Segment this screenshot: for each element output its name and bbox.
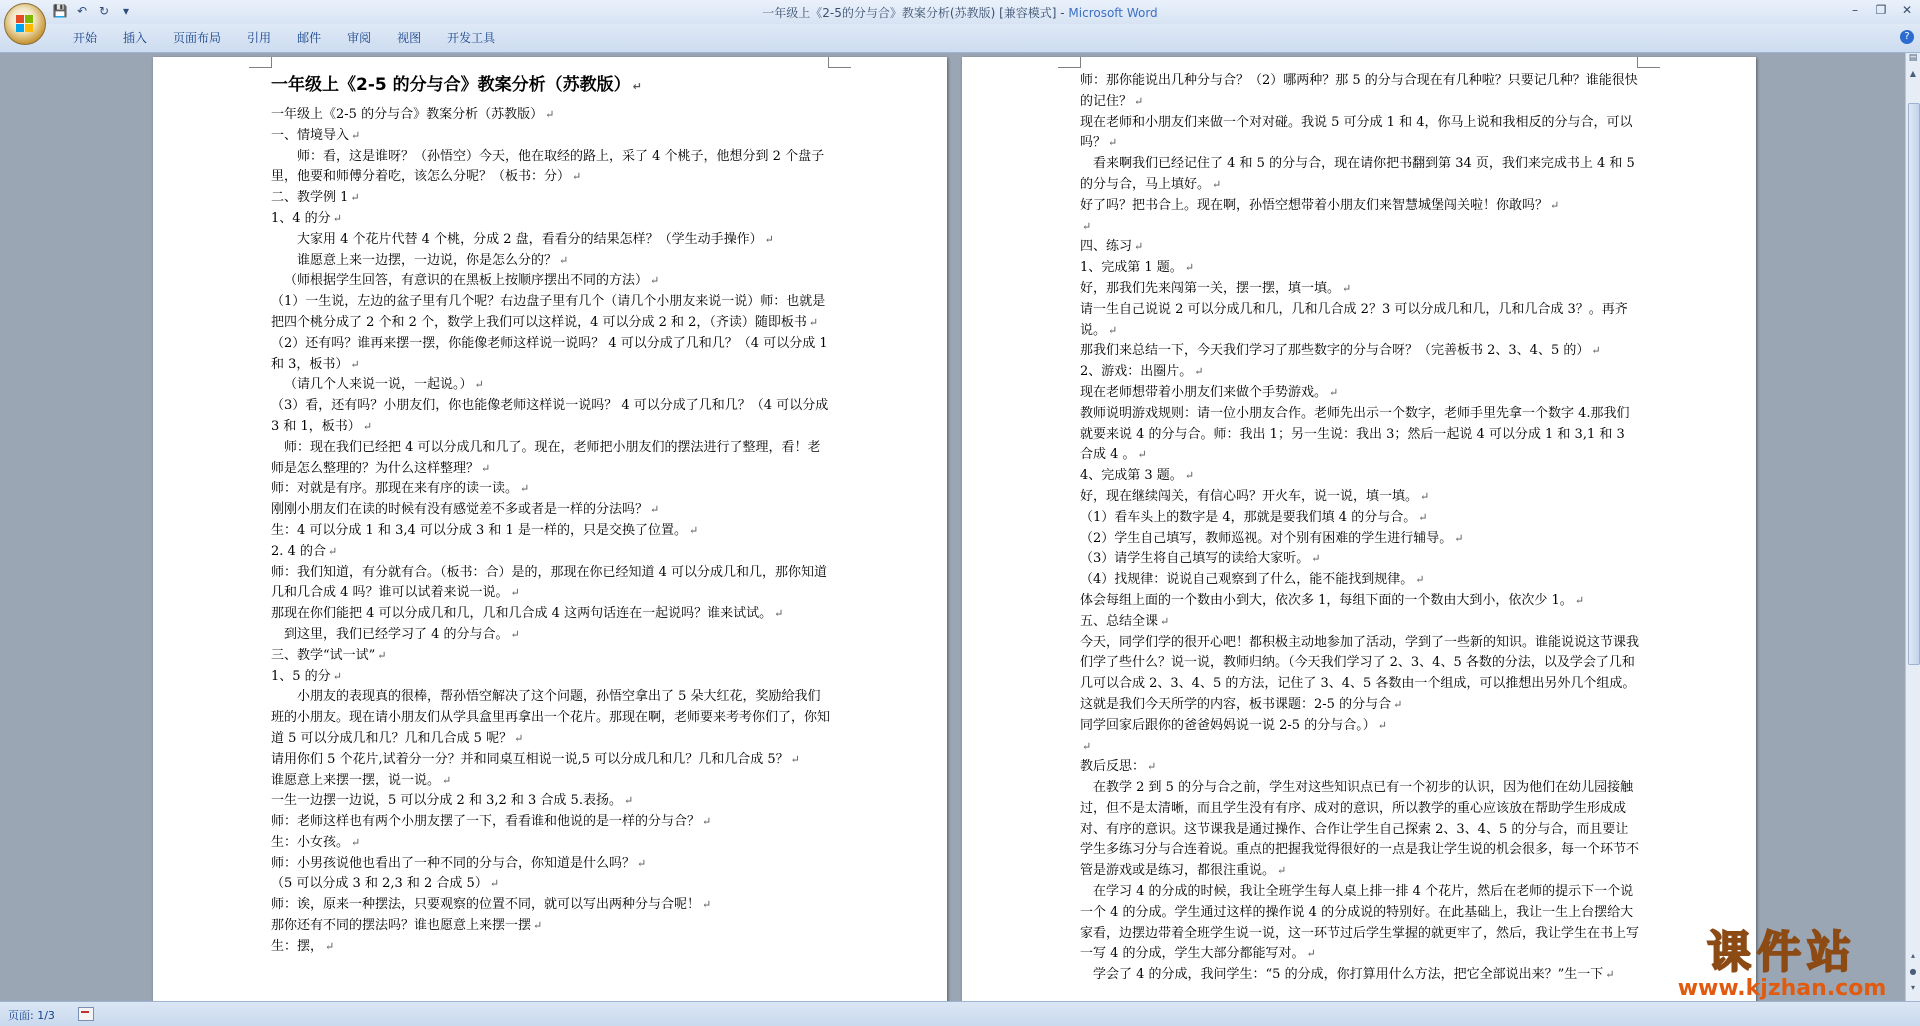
paragraph [271,105,831,126]
paragraph-mark-icon: ↵ [1277,864,1287,878]
paragraph [1080,716,1640,737]
paragraph-text: （2）学生自己填写，教师巡视。对个别有困难的学生进行辅导。 [1080,530,1453,546]
paragraph-mark-icon: ↵ [1377,718,1387,732]
paragraph [271,521,831,542]
paragraph-mark-icon: ↵ [1306,947,1316,961]
paragraph-text: 学会了 4 的分成，我问学生：“5 的分成，你打算用什么方法，把它全部说出来？”生一下 [1093,967,1604,983]
paragraph [1080,404,1640,466]
paragraph-text: 教师说明游戏规则：请一位小朋友合作。老师先出示一个数字，老师手里先拿一个数字 4.那我们就要来说 4 的分与合。师：我出 1；另一生说：我出 3；然后一起说 4 可以分成 1 和 3,1 和 3 合成 4 。 [1080,405,1630,463]
paragraph [1080,965,1640,986]
tab-page-layout[interactable]: 页面布局 [173,31,222,45]
status-bar [0,1001,1920,1026]
paragraph-mark-icon: ↵ [1184,261,1195,275]
paragraph-mark-icon: ↵ [688,523,699,537]
paragraph [271,604,831,625]
paragraph-text: 现在老师和小朋友们来做一个对对碰。我说 5 可分成 1 和 4，你马上说和我相反的分与合，可以吗？ [1080,114,1633,151]
paragraph-mark-icon: ↵ [1134,94,1144,108]
paragraph-text: 到这里，我们已经学习了 4 的分与合。 [284,626,509,642]
crop-mark [1637,57,1660,68]
tab-insert[interactable]: 插入 [123,31,148,45]
tab-home[interactable]: 开始 [73,31,98,45]
window-controls [1842,0,1920,20]
paragraph-text: 1、完成第 1 题。 [1080,260,1183,276]
paragraph-mark-icon: ↵ [514,731,524,745]
paragraph-mark-icon: ↵ [1454,531,1464,545]
paragraph-mark-icon: ↵ [1137,448,1147,462]
document-area [0,53,1906,1001]
paragraph-text: （1）一生说，左边的盆子里有几个呢？右边盘子里有几个（请几个小朋友来说一说）师：也就是把四个桃分成了 2 个和 2 个，数学上我们可以这样说，4 可以分成 2 和 2，（齐读）随即板书 [271,294,826,330]
paragraph [1080,549,1640,570]
paragraph-text: 1、5 的分 [271,668,331,684]
paragraph-mark-icon: ↵ [332,669,342,683]
paragraph-text: （1）看车头上的数字是 4，那就是要我们填 4 的分与合。 [1080,509,1417,525]
paragraph [1080,237,1640,258]
proofing-icon[interactable] [78,1007,94,1021]
page-count[interactable]: 页面: 1/3 [8,1009,55,1022]
paragraph-mark-icon: ↵ [650,274,660,288]
paragraph-mark-icon: ↵ [1393,697,1403,711]
paragraph-mark-icon: ↵ [325,939,335,953]
paragraph [271,542,831,563]
office-button[interactable] [4,3,46,45]
paragraph [271,750,831,771]
paragraph-text: 那你还有不同的摆法吗？谁也愿意上来摆一摆 [271,918,532,934]
paragraph [1080,341,1640,362]
paragraph [271,438,831,480]
tab-developer[interactable]: 开发工具 [447,31,496,45]
paragraph-mark-icon: ↵ [1082,739,1092,753]
paragraph-text: 师：我们知道，有分就有合。（板书：合）是的，那现在你已经知道 4 可以分成几和几，那你知道几和几合成 4 吗？谁可以试着来说一说。 [271,564,828,601]
paragraph-mark-icon: ↵ [510,586,520,600]
paragraph-mark-icon: ↵ [377,648,387,662]
paragraph-mark-icon: ↵ [1160,614,1170,628]
paragraph-text: 请用你们 5 个花片,试着分一分？并和同桌互相说一说,5 可以分成几和几？几和几合成 5？ [271,751,789,767]
paragraph-mark-icon: ↵ [702,898,712,912]
paragraph [271,126,831,147]
paragraph-text: 师：那你能说出几种分与合？（2）哪两种？那 5 的分与合现在有几种啦？只要记几种？谁能很快的记住？ [1080,73,1638,109]
paragraph-mark-icon: ↵ [702,815,712,829]
paragraph-mark-icon: ↵ [520,482,530,496]
paragraph-text: （请几个人来说一说，一起说。） [284,377,473,393]
paragraph-text: 师：小男孩说他也看出了一种不同的分与合，你知道是什么吗？ [271,855,636,871]
crop-mark [249,57,272,68]
paragraph [1080,487,1640,508]
document-title: 一年级上《2-5的分与合》教案分析(苏教版) [兼容模式] - [762,6,1069,20]
paragraph-text: 同学回家后跟你的爸爸妈妈说一说 2-5 的分与合。） [1080,717,1376,733]
paragraph-mark-icon: ↵ [808,315,819,329]
paragraph [1080,300,1640,342]
paragraph [1080,529,1640,550]
save-icon[interactable]: 💾 [52,4,68,18]
paragraph-mark-icon: ↵ [1184,469,1195,483]
paragraph [1080,217,1640,238]
paragraph [1080,154,1640,196]
paragraph-text: 小朋友的表现真的很棒，帮孙悟空解决了这个问题，孙悟空拿出了 5 朵大红花，奖励给我们班的小朋友。现在请小朋友们从学具盒里再拿出一个花片。那现在啊，老师要来考考你们了，你知道 5 可以分成几和几？几和几合成 5 呢？ [271,689,831,746]
paragraph-text: 在学习 4 的分成的时候，我让全班学生每人桌上排一排 4 个花片，然后在老师的提示下一个说一个 4 的分成。学生通过这样的操作说 4 的分成说的特别好。在此基础上，我让一生上台摆给大家看，边摆边带着全班学生说一说，这一环节过后学生掌握的就更牢了，然后，我让学生在书上写一写 4 的分成，学生大部分都能写对。 [1080,884,1640,962]
paragraph-mark-icon: ↵ [327,544,338,558]
ribbon-tabs [60,30,508,46]
paragraph [271,895,831,916]
paragraph-mark-icon: ↵ [481,461,491,475]
paragraph [1080,196,1640,217]
paragraph-text: （3）看，还有吗？小朋友们，你也能像老师这样说一说吗？ 4 可以分成了几和几？（4 可以分成 3 和 1，板书） [271,398,829,434]
vertical-scrollbar[interactable] [1905,53,1920,1001]
scroll-up-icon[interactable]: ▲ [1909,69,1917,78]
paragraph [271,833,831,854]
paragraph [1080,633,1640,716]
paragraph [1080,279,1640,300]
close-icon[interactable]: ✕ [1901,3,1913,17]
paragraph-mark-icon: ↵ [1194,365,1204,379]
paragraph-text: 师：现在我们已经把 4 可以分成几和几了。现在，老师把小朋友们的摆法进行了整理，看！老师是怎么整理的？为什么这样整理？ [271,439,821,476]
paragraph-mark-icon: ↵ [1550,198,1560,212]
paragraph-text: （3）请学生将自己填写的读给大家听。 [1080,551,1310,567]
paragraph-text: （师根据学生回答，有意识的在黑板上按顺序摆出不同的方法） [284,273,649,289]
paragraph-mark-icon: ↵ [533,919,543,933]
paragraph-text: 师：老师这样也有两个小朋友摆了一下，看看谁和他说的是一样的分与合？ [271,814,701,830]
paragraph [271,147,831,189]
paragraph [1080,778,1640,882]
paragraph-text: 一年级上《2-5 的分与合》教案分析（苏教版） [271,75,631,95]
document-page-2 [962,57,1756,1001]
paragraph-text: 生：小女孩。 [271,834,350,850]
paragraph-text: 大家用 4 个花片代替 4 个桃，分成 2 盘，看看分的结果怎样？（学生动手操作） [297,231,763,247]
paragraph [271,812,831,833]
paragraph-text: 4、完成第 3 题。 [1080,468,1183,484]
paragraph [271,479,831,500]
paragraph-mark-icon: ↵ [1418,510,1428,524]
paragraph [271,916,831,937]
paragraph [271,396,831,438]
paragraph-mark-icon: ↵ [350,357,360,371]
paragraph [271,771,831,792]
paragraph-mark-icon: ↵ [1605,968,1615,982]
paragraph-mark-icon: ↵ [650,503,660,517]
paragraph-mark-icon: ↵ [1591,344,1601,358]
paragraph-text: 2、游戏：出圈片。 [1080,364,1193,380]
paragraph-text: 师：对就是有序。那现在来有序的读一读。 [271,481,519,497]
paragraph-mark-icon: ↵ [1108,323,1118,337]
paragraph-text: 请一生自己说说 2 可以分成几和几，几和几合成 2？3 可以分成几和几，几和几合成 3？。再齐说。 [1080,301,1628,338]
paragraph-mark-icon: ↵ [1147,760,1157,774]
paragraph [1080,362,1640,383]
app-name: Microsoft Word [1068,6,1158,20]
paragraph-mark-icon: ↵ [637,856,647,870]
paragraph [271,687,831,749]
paragraph-text: 师：看，这是谁呀？（孙悟空）今天，他在取经的路上，采了 4 个桃子，他想分到 2 个盘子里，他要和师傅分着吃，该怎么分呢？（板书：分） [271,148,825,185]
page-2-text[interactable] [1080,71,1640,986]
paragraph-text: 好了吗？把书合上。现在啊，孙悟空想带着小朋友们来智慧城堡闯关啦！你敢吗？ [1080,197,1549,213]
paragraph-text: （2）还有吗？谁再来摆一摆，你能像老师这样说一说吗？ 4 可以分成了几和几？（4 可以分成 1 和 3，板书） [271,335,828,372]
paragraph-mark-icon: ↵ [1415,573,1425,587]
paragraph-text: 生：摆， [271,938,324,954]
customize-toolbar-icon[interactable]: ▾ [122,4,130,18]
paragraph-mark-icon: ↵ [1212,177,1222,191]
paragraph-mark-icon: ↵ [362,419,373,433]
minimize-icon[interactable]: – [1852,3,1858,17]
paragraph-text: 二、教学例 1 [271,190,349,206]
paragraph-mark-icon: ↵ [572,170,582,184]
paragraph [271,230,831,251]
undo-icon[interactable]: ↶ [76,4,88,18]
paragraph [1080,737,1640,758]
paragraph [271,292,831,334]
paragraph-text: 好，那我们先来闯第一关，摆一摆，填一填。 [1080,280,1341,296]
paragraph-mark-icon: ↵ [764,232,774,246]
window-title [0,4,1920,21]
paragraph [271,646,831,667]
paragraph-text: 2. 4 的合 [271,543,326,559]
ruler-toggle-icon[interactable]: ▤ [1908,53,1918,63]
paragraph-text: 一生一边摆一边说，5 可以分成 2 和 3,2 和 3 合成 5.表扬。 [271,793,622,809]
paragraph [271,271,831,292]
previous-page-icon[interactable]: ▴ [1910,951,1915,960]
paragraph-mark-icon: ↵ [1342,281,1352,295]
paragraph [271,874,831,895]
tab-mailings[interactable]: 邮件 [297,31,322,45]
paragraph-text: 今天，同学们学的很开心吧！都积极主动地参加了活动，学到了一些新的知识。谁能说说这节课我们学了些什么？说一说，教师归纳。（今天我们学习了 2、3、4、5 各数的分法，以及学会了几和几可以合成 2、3、4、5 的方法，记住了 3、4、5 各数由一个组成，可以推想出另外几个组成。这就是我们今天所学的内容，板书课题：2-5 的分与合 [1080,634,1640,712]
paragraph-text: 在教学 2 到 5 的分与合之前，学生对这些知识点已有一个初步的认识，因为他们在幼儿园接触过，但不是太清晰，而且学生没有有序、成对的意识，所以教学的重心应该放在帮助学生形成成对、有序的意识。这节课我是通过操作、合作让学生自己探索 2、3、4、5 的分与合，而且要让学生多练习分与合连着说。重点的把握我觉得很好的一点是我让学生说的机会很多，每一个环节不管是游戏或是练习，都很注重说。 [1080,780,1640,879]
watermark-title: 课件站 [1707,927,1857,978]
browse-object-icon[interactable]: ● [1909,967,1917,976]
paragraph-mark-icon: ↵ [351,128,361,142]
paragraph-text: 一、情境导入 [271,127,350,143]
next-page-icon[interactable]: ▾ [1910,983,1915,992]
paragraph [1080,570,1640,591]
paragraph-mark-icon: ↵ [351,835,361,849]
paragraph [271,667,831,688]
paragraph-mark-icon: ↵ [1420,489,1430,503]
paragraph-mark-icon: ↵ [1082,219,1092,233]
paragraph-text: 五、总结全课 [1080,613,1159,629]
paragraph [1080,258,1640,279]
paragraph [271,375,831,396]
paragraph [271,791,831,812]
paragraph-mark-icon: ↵ [559,253,569,267]
watermark-url: www.kjzhan.com [1677,976,1887,1001]
paragraph-text: 一年级上《2-5 的分与合》教案分析（苏教版） [271,107,544,122]
document-heading [271,71,831,101]
help-icon[interactable]: ? [1900,30,1914,44]
paragraph-text: 谁愿意上来摆一摆，说一说。 [271,772,441,788]
paragraph-text: 四、练习 [1080,239,1133,255]
title-bar [0,0,1920,25]
scroll-thumb[interactable] [1908,103,1920,665]
paragraph-text: 好，现在继续闯关，有信心吗？开火车，说一说，填一填。 [1080,488,1419,504]
office-logo-icon [16,15,34,33]
paragraph-mark-icon: ↵ [623,794,634,808]
tab-references[interactable]: 引用 [247,31,272,45]
paragraph-mark-icon: ↵ [1311,552,1321,566]
paragraph-mark-icon: ↵ [632,80,642,93]
redo-icon[interactable]: ↻ [98,4,110,18]
paragraph-text: 教后反思： [1080,759,1146,775]
paragraph-text: 三、教学“试一试” [271,647,376,663]
paragraph-text: （4）找规律：说说自己观察到了什么，能不能找到规律。 [1080,572,1414,588]
paragraph [1080,383,1640,404]
paragraph-text: 刚刚小朋友们在读的时候有没有感觉差不多或者是一样的分法吗？ [271,502,649,518]
paragraph-mark-icon: ↵ [1134,240,1144,254]
document-page-1 [153,57,947,1001]
paragraph-mark-icon: ↵ [510,627,520,641]
tab-view[interactable]: 视图 [397,31,422,45]
paragraph [271,854,831,875]
paragraph-mark-icon: ↵ [545,108,555,121]
paragraph-mark-icon: ↵ [442,773,452,787]
paragraph-mark-icon: ↵ [1108,136,1118,150]
paragraph [271,625,831,646]
paragraph-text: 谁愿意上来一边摆，一边说，你是怎么分的？ [297,252,558,268]
paragraph-text: 1、4 的分 [271,210,331,226]
paragraph-mark-icon: ↵ [350,191,360,205]
paragraph-mark-icon: ↵ [790,752,800,766]
paragraph-text: （5 可以分成 3 和 2,3 和 2 合成 5） [271,876,488,892]
paragraph-text: 体会每组上面的一个数由小到大，依次多 1，每组下面的一个数由大到小，依次少 1。 [1080,592,1573,608]
paragraph-text: 现在老师想带着小朋友们来做个手势游戏。 [1080,384,1328,400]
paragraph [271,334,831,376]
paragraph-mark-icon: ↵ [332,211,342,225]
paragraph-mark-icon: ↵ [474,378,484,392]
paragraph [271,209,831,230]
paragraph [271,563,831,605]
paragraph-text: 看来啊我们已经记住了 4 和 5 的分与合，现在请你把书翻到第 34 页，我们来完成书上 4 和 5 的分与合，马上填好。 [1080,156,1635,192]
paragraph-text: 那现在你们能把 4 可以分成几和几，几和几合成 4 这两句话连在一起说吗？谁来试试。 [271,606,773,622]
paragraph [1080,757,1640,778]
paragraph-mark-icon: ↵ [1574,593,1585,607]
restore-icon[interactable]: ❐ [1875,3,1887,17]
paragraph [1080,508,1640,529]
paragraph [271,937,831,958]
paragraph [1080,612,1640,633]
paragraph [1080,466,1640,487]
ribbon-tab-bar [0,24,1920,53]
paragraph-mark-icon: ↵ [774,607,784,621]
paragraph [1080,591,1640,612]
crop-mark [1058,57,1081,68]
paragraph [1080,113,1640,155]
paragraph [271,500,831,521]
paragraph [271,188,831,209]
paragraph [271,251,831,272]
paragraph-mark-icon: ↵ [489,877,500,891]
watermark-logo [1662,929,1902,1001]
paragraph-text: 师：诶，原来一种摆法，只要观察的位置不同，就可以写出两种分与合呢！ [271,897,701,913]
paragraph [1080,882,1640,965]
paragraph [1080,71,1640,113]
paragraph-text: 生：4 可以分成 1 和 3,4 可以分成 3 和 1 是一样的，只是交换了位置。 [271,522,687,538]
tab-review[interactable]: 审阅 [347,31,372,45]
paragraph-mark-icon: ↵ [1329,385,1339,399]
crop-mark [828,57,851,68]
page-1-text[interactable] [271,71,831,958]
paragraph-text: 那我们来总结一下，今天我们学习了那些数字的分与合呀？（完善板书 2、3、4、5 的） [1080,343,1590,359]
